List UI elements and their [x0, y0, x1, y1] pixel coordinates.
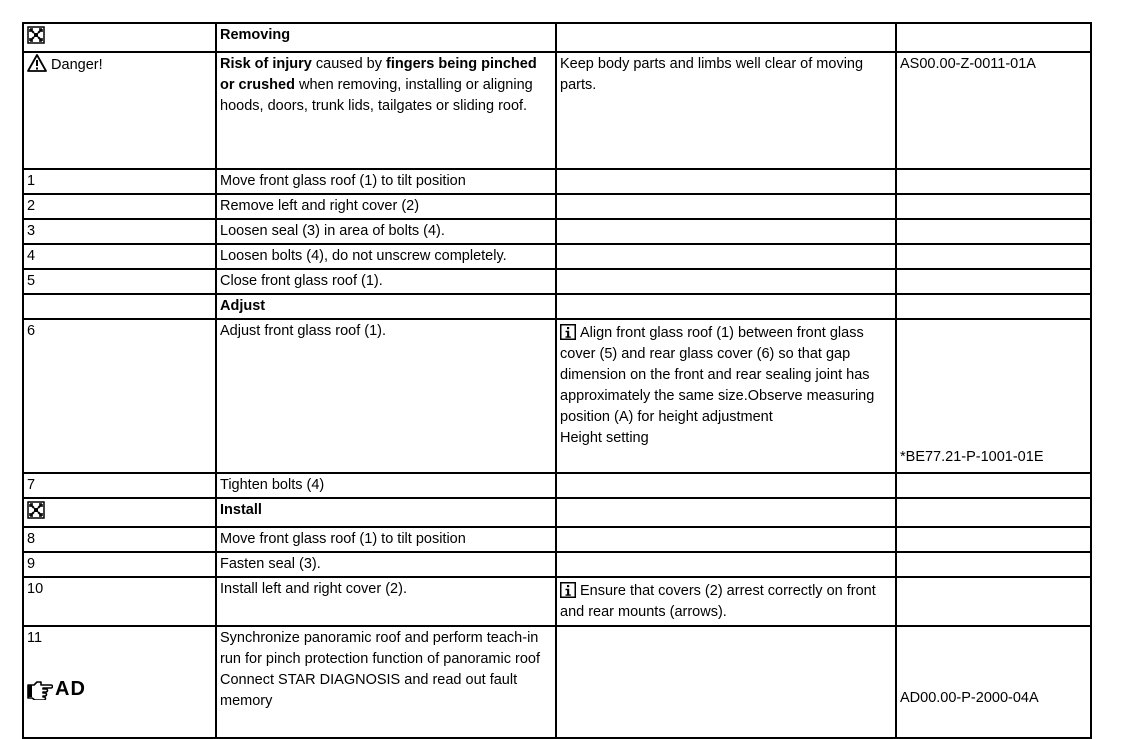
- step-number: 10: [23, 577, 216, 626]
- section-title-install: Install: [216, 498, 556, 527]
- step-text: Remove left and right cover (2): [216, 194, 556, 219]
- danger-measure: Keep body parts and limbs well clear of moving parts.: [556, 52, 896, 169]
- tool-icon: [27, 501, 45, 519]
- section-row-removing: [23, 23, 1091, 52]
- table-row: [23, 219, 1091, 244]
- table-row: [23, 319, 1091, 473]
- table-row: [23, 527, 1091, 552]
- step-note: Align front glass roof (1) between front glass cover (5) and rear glass cover (6) so that gap dimension on the front and rear sealing joint has approximately the same size.Observe measuring position (A) for height adjustment Height setting: [556, 319, 896, 473]
- step-text: Tighten bolts (4): [216, 473, 556, 498]
- info-icon: [560, 582, 576, 598]
- table-row: [23, 269, 1091, 294]
- table-row: [23, 626, 1091, 738]
- step-text: Adjust front glass roof (1).: [216, 319, 556, 473]
- step-number: 11: [27, 630, 43, 646]
- step-number: 8: [23, 527, 216, 552]
- step-number: 7: [23, 473, 216, 498]
- info-icon: [560, 324, 576, 340]
- step-number: 1: [23, 169, 216, 194]
- tool-cell: [23, 23, 216, 52]
- diagnosis-marker: [27, 679, 212, 700]
- step-number: 2: [23, 194, 216, 219]
- tool-icon: [27, 26, 45, 44]
- step-number: 5: [23, 269, 216, 294]
- step-text: Fasten seal (3).: [216, 552, 556, 577]
- step-text: Move front glass roof (1) to tilt position: [216, 527, 556, 552]
- step-text: Loosen bolts (4), do not unscrew completely.: [216, 244, 556, 269]
- step-text: Close front glass roof (1).: [216, 269, 556, 294]
- step-number: 4: [23, 244, 216, 269]
- section-row-install: [23, 498, 1091, 527]
- step-ref: *BE77.21-P-1001-01E: [896, 319, 1091, 473]
- section-title-removing: Removing: [216, 23, 556, 52]
- step-text: Synchronize panoramic roof and perform teach-in run for pinch protection function of panoramic roof Connect STAR DIAGNOSIS and read out fault memory: [216, 626, 556, 738]
- danger-label: Danger!: [51, 57, 103, 73]
- table-row: [23, 244, 1091, 269]
- section-row-adjust: [23, 294, 1091, 319]
- step-text: Loosen seal (3) in area of bolts (4).: [216, 219, 556, 244]
- warning-icon: [27, 54, 47, 72]
- step-note: Ensure that covers (2) arrest correctly on front and rear mounts (arrows).: [556, 577, 896, 626]
- step-number: 3: [23, 219, 216, 244]
- table-row: [23, 194, 1091, 219]
- danger-ref: AS00.00-Z-0011-01A: [896, 52, 1091, 169]
- section-title-adjust: Adjust: [216, 294, 556, 319]
- procedure-table: [22, 22, 1092, 739]
- ad-label: AD: [55, 678, 86, 700]
- table-row: [23, 473, 1091, 498]
- step-text: Move front glass roof (1) to tilt position: [216, 169, 556, 194]
- step-ref: AD00.00-P-2000-04A: [896, 626, 1091, 738]
- table-row: [23, 169, 1091, 194]
- step-number: 6: [23, 319, 216, 473]
- step-number: 9: [23, 552, 216, 577]
- table-row: [23, 577, 1091, 626]
- danger-row: [23, 52, 1091, 169]
- pointing-hand-icon: [27, 680, 53, 700]
- step-text: Install left and right cover (2).: [216, 577, 556, 626]
- table-row: [23, 552, 1091, 577]
- danger-text: Risk of injury caused by fingers being pinched or crushed when removing, installing or aligning hoods, doors, trunk lids, tailgates or sliding roof.: [216, 52, 556, 169]
